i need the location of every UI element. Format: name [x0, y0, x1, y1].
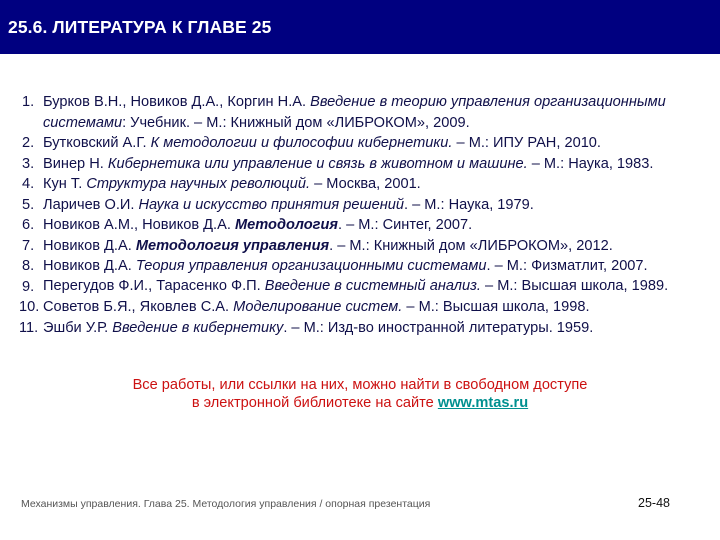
- reference-number: 2.: [22, 135, 35, 151]
- reference-title: К методологии и философии кибернетики.: [150, 135, 453, 151]
- reference-publisher: . – М.: Синтег, 2007.: [337, 217, 473, 233]
- reference-authors: Новиков Д.А.: [43, 258, 132, 274]
- reference-number: 11.: [19, 319, 39, 336]
- reference-item: [22, 154, 720, 175]
- reference-authors: Кун Т.: [43, 176, 83, 192]
- page-number: 25-48: [638, 496, 670, 510]
- mtas-link[interactable]: www.mtas.ru: [437, 395, 529, 411]
- reference-authors: Советов Б.Я., Яковлев С.А.: [43, 299, 230, 315]
- reference-publisher: – М.: Высшая школа, 1989.: [481, 277, 669, 294]
- reference-publisher: : Учебник. – М.: Книжный дом «ЛИБРОКОМ», 2009.: [122, 114, 470, 131]
- reference-number: 3.: [22, 155, 35, 172]
- reference-number: 8.: [22, 258, 35, 274]
- reference-item: [19, 297, 720, 318]
- reference-number: 6.: [22, 217, 35, 233]
- reference-authors: Ларичев О.И.: [43, 196, 135, 213]
- reference-item: [22, 277, 720, 298]
- reference-title: Моделирование систем.: [233, 299, 403, 315]
- reference-number: 5.: [22, 196, 35, 213]
- reference-authors: Новиков А.М., Новиков Д.А.: [43, 217, 231, 233]
- reference-title: Кибернетика или управление и связь в животном и машине.: [107, 155, 528, 172]
- reference-authors: Новиков Д.А.: [43, 237, 132, 254]
- reference-title: Введение в кибернетику: [112, 319, 284, 336]
- reference-publisher: . – М.: Изд-во иностранной литературы. 1959.: [283, 319, 594, 336]
- reference-list: [19, 92, 720, 338]
- reference-publisher: . – М.: Наука, 1979.: [403, 196, 534, 213]
- reference-number: 10.: [19, 299, 40, 315]
- reference-number: 1.: [22, 94, 35, 110]
- reference-item: [22, 133, 720, 154]
- reference-item: [22, 174, 720, 195]
- notice-line-2: [0, 394, 720, 412]
- reference-number: 4.: [22, 176, 35, 192]
- reference-publisher: – М.: ИПУ РАН, 2010.: [452, 135, 601, 151]
- reference-item: [22, 256, 720, 277]
- reference-title: Введение в теорию управления организационными системами: [43, 94, 666, 131]
- reference-item: [22, 195, 720, 216]
- footer-caption: Механизмы управления. Глава 25. Методология управления / опорная презентация: [21, 498, 431, 510]
- reference-number: 7.: [22, 237, 35, 254]
- reference-publisher: . – М.: Физматлит, 2007.: [486, 258, 648, 274]
- reference-item: [22, 215, 720, 236]
- slide-title: 25.6. ЛИТЕРАТУРА К ГЛАВЕ 25: [8, 17, 272, 37]
- reference-title: Введение в системный анализ.: [264, 277, 481, 294]
- reference-title: Теория управления организационными системами: [135, 258, 487, 274]
- notice-line-2-text: в электронной библиотеке на сайте: [191, 395, 438, 411]
- slide-header: [0, 0, 720, 54]
- reference-title: Методология управления: [135, 237, 330, 254]
- reference-authors: Бутковский А.Г.: [43, 135, 147, 151]
- reference-item: [22, 236, 720, 257]
- reference-authors: Перегудов Ф.И., Тарасенко Ф.П.: [43, 277, 261, 294]
- reference-authors: Эшби У.Р.: [43, 319, 109, 336]
- availability-notice: [0, 376, 720, 412]
- reference-authors: Винер Н.: [43, 155, 104, 172]
- reference-publisher: – М.: Наука, 1983.: [527, 155, 654, 172]
- reference-item: [22, 92, 720, 133]
- reference-item: [19, 318, 720, 339]
- reference-title: Наука и искусство принятия решений: [138, 196, 404, 213]
- notice-line-1: Все работы, или ссылки на них, можно найти в свободном доступе: [132, 377, 588, 393]
- reference-publisher: – М.: Высшая школа, 1998.: [402, 299, 590, 315]
- reference-title: Структура научных революций.: [86, 176, 311, 192]
- reference-authors: Бурков В.Н., Новиков Д.А., Коргин Н.А.: [43, 94, 307, 110]
- reference-number: 9.: [22, 278, 35, 295]
- reference-title: Методология: [234, 217, 338, 233]
- reference-publisher: . – М.: Книжный дом «ЛИБРОКОМ», 2012.: [329, 237, 613, 254]
- reference-publisher: – Москва, 2001.: [310, 176, 421, 192]
